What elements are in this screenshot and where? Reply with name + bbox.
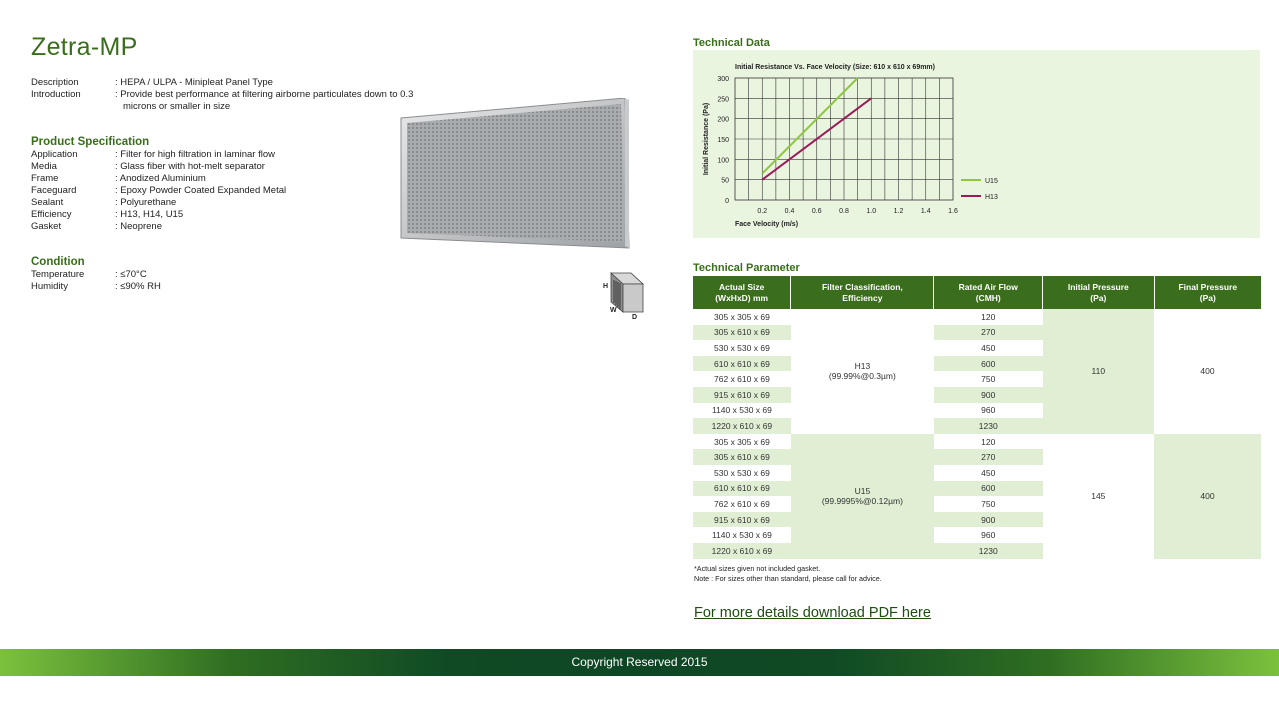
size-cell: 1140 x 530 x 69 <box>693 403 791 419</box>
chart-title: Initial Resistance Vs. Face Velocity (Size: 610 x 610 x 69mm) <box>735 64 935 71</box>
resistance-chart <box>693 50 1260 238</box>
size-cell: 530 x 530 x 69 <box>693 465 791 481</box>
introduction-line-2: microns or smaller in size <box>123 101 231 112</box>
specification-label: Media <box>31 161 57 172</box>
column-header-line1: Actual Size <box>718 281 765 292</box>
size-cell: 915 x 610 x 69 <box>693 387 791 403</box>
condition-value: : ≤90% RH <box>115 281 161 292</box>
specification-label: Frame <box>31 173 59 184</box>
condition-label: Temperature <box>31 269 85 280</box>
specification-row <box>31 185 361 197</box>
x-tick-label: 1.0 <box>866 208 877 215</box>
specification-value: : Glass fiber with hot-melt separator <box>115 161 265 172</box>
column-header-line2: (Pa) <box>1090 292 1107 303</box>
specification-row <box>31 209 361 221</box>
specification-label: Faceguard <box>31 185 77 196</box>
airflow-cell: 450 <box>934 465 1043 481</box>
specification-label: Efficiency <box>31 209 72 220</box>
height-label: H <box>603 283 609 290</box>
table-row <box>693 434 1261 450</box>
airflow-cell: 120 <box>934 434 1043 450</box>
x-tick-label: 1.4 <box>920 208 931 215</box>
efficiency-label: (99.99%@0.3µm) <box>828 371 896 382</box>
airflow-cell: 270 <box>934 325 1043 341</box>
column-header-line2: (CMH) <box>975 292 1001 303</box>
specification-value: : Filter for high filtration in laminar flow <box>115 149 275 160</box>
size-cell: 610 x 610 x 69 <box>693 481 791 497</box>
airflow-cell: 960 <box>934 527 1043 543</box>
description-value: : HEPA / ULPA - Minipleat Panel Type <box>115 77 273 88</box>
column-header-line2: (WxHxD) mm <box>715 292 769 303</box>
size-cell: 610 x 610 x 69 <box>693 356 791 372</box>
x-tick-label: 0.2 <box>757 208 768 215</box>
introduction-line-1: : Provide best performance at filtering airborne particulates down to 0.3 <box>115 89 414 100</box>
page-title: Zetra-MP <box>31 33 138 61</box>
x-axis-label: Face Velocity (m/s) <box>735 221 799 228</box>
airflow-cell: 750 <box>934 496 1043 512</box>
introduction-value <box>115 89 431 113</box>
size-cell: 305 x 305 x 69 <box>693 434 791 450</box>
size-cell: 1220 x 610 x 69 <box>693 543 791 559</box>
product-panel-image <box>399 98 631 255</box>
x-tick-label: 0.8 <box>839 208 849 215</box>
specification-title: Product Specification <box>31 136 150 148</box>
specification-value: : Anodized Aluminium <box>115 173 206 184</box>
introduction-row <box>31 89 431 113</box>
column-header <box>1043 276 1154 309</box>
column-header <box>1154 276 1261 309</box>
specification-row <box>31 173 361 185</box>
column-header-line1: Filter Classification, <box>821 281 903 292</box>
condition-row <box>31 281 361 293</box>
classification-cell <box>791 434 934 559</box>
airflow-cell: 120 <box>934 309 1043 325</box>
table-notes <box>694 564 882 584</box>
column-header-line2: Efficiency <box>842 292 883 303</box>
download-pdf-link[interactable]: For more details download PDF here <box>694 605 931 621</box>
column-header <box>934 276 1043 309</box>
note-advice: Note : For sizes other than standard, please call for advice. <box>694 574 882 583</box>
description-label: Description <box>31 77 79 88</box>
classification-label: H13 <box>854 361 871 372</box>
technical-parameter-title: Technical Parameter <box>693 262 800 274</box>
column-header-line1: Initial Pressure <box>1067 281 1129 292</box>
specification-label: Gasket <box>31 221 62 232</box>
condition-label: Humidity <box>31 281 68 292</box>
efficiency-label: (99.9995%@0.12µm) <box>821 496 903 507</box>
specification-row <box>31 149 361 161</box>
size-cell: 1140 x 530 x 69 <box>693 527 791 543</box>
x-tick-label: 1.2 <box>893 208 904 215</box>
y-tick-label: 200 <box>717 116 729 124</box>
product-description <box>31 77 431 113</box>
specification-value: : Neoprene <box>115 221 163 232</box>
resistance-chart-svg <box>693 50 1260 238</box>
specification-list <box>31 149 361 233</box>
airflow-cell: 900 <box>934 387 1043 403</box>
condition-list <box>31 269 361 293</box>
airflow-cell: 600 <box>934 356 1043 372</box>
size-cell: 305 x 305 x 69 <box>693 309 791 325</box>
condition-value: : ≤70°C <box>115 269 147 280</box>
legend-label-h13: H13 <box>985 194 998 201</box>
size-cell: 530 x 530 x 69 <box>693 340 791 356</box>
column-header-line2: (Pa) <box>1199 292 1216 303</box>
table-header-row <box>693 276 1261 309</box>
initial-pressure-cell: 145 <box>1043 434 1154 559</box>
column-header <box>791 276 934 309</box>
size-cell: 305 x 610 x 69 <box>693 325 791 341</box>
footer-copyright: Copyright Reserved 2015 <box>0 649 1279 676</box>
technical-data-title: Technical Data <box>693 37 770 49</box>
column-header-line1: Final Pressure <box>1178 281 1238 292</box>
specification-value: : H13, H14, U15 <box>115 209 184 220</box>
size-cell: 915 x 610 x 69 <box>693 512 791 528</box>
specification-row <box>31 221 361 233</box>
x-tick-label: 0.4 <box>784 208 795 215</box>
airflow-cell: 1230 <box>934 418 1043 434</box>
specification-value: : Polyurethane <box>115 197 177 208</box>
specification-row <box>31 161 361 173</box>
specification-label: Application <box>31 149 78 160</box>
airflow-cell: 900 <box>934 512 1043 528</box>
classification-label: U15 <box>854 486 871 497</box>
initial-pressure-cell: 110 <box>1043 309 1154 434</box>
airflow-cell: 600 <box>934 481 1043 497</box>
legend-label-u15: U15 <box>985 178 998 185</box>
final-pressure-cell: 400 <box>1154 434 1261 559</box>
specification-label: Sealant <box>31 197 64 208</box>
column-header-line1: Rated Air Flow <box>958 281 1018 292</box>
specification-row <box>31 197 361 209</box>
airflow-cell: 450 <box>934 340 1043 356</box>
size-cell: 762 x 610 x 69 <box>693 496 791 512</box>
y-axis-label: Initial Resistance (Pa) <box>703 102 710 176</box>
y-tick-label: 0 <box>725 198 729 205</box>
specification-value: : Epoxy Powder Coated Expanded Metal <box>115 185 287 196</box>
y-tick-label: 50 <box>721 177 729 185</box>
width-label: W <box>610 307 617 314</box>
airflow-cell: 750 <box>934 371 1043 387</box>
column-header <box>693 276 791 309</box>
y-tick-label: 150 <box>717 137 729 144</box>
size-cell: 762 x 610 x 69 <box>693 371 791 387</box>
airflow-cell: 270 <box>934 449 1043 465</box>
classification-cell <box>791 309 934 434</box>
x-tick-label: 0.6 <box>811 208 822 215</box>
introduction-label: Introduction <box>31 89 81 100</box>
airflow-cell: 1230 <box>934 543 1043 559</box>
x-tick-label: 1.6 <box>948 208 958 215</box>
condition-row <box>31 269 361 281</box>
size-cell: 1220 x 610 x 69 <box>693 418 791 434</box>
table-row <box>693 309 1261 325</box>
note-gasket: *Actual sizes given not included gasket. <box>694 564 821 573</box>
dimension-cube-icon <box>601 270 645 325</box>
technical-parameter-table <box>693 276 1261 559</box>
condition-title: Condition <box>31 256 85 268</box>
airflow-cell: 960 <box>934 403 1043 419</box>
y-tick-label: 100 <box>717 157 729 165</box>
y-tick-label: 250 <box>717 96 729 104</box>
description-row <box>31 77 431 89</box>
y-tick-label: 300 <box>717 76 729 83</box>
final-pressure-cell: 400 <box>1154 309 1261 434</box>
depth-label: D <box>632 314 638 320</box>
size-cell: 305 x 610 x 69 <box>693 449 791 465</box>
